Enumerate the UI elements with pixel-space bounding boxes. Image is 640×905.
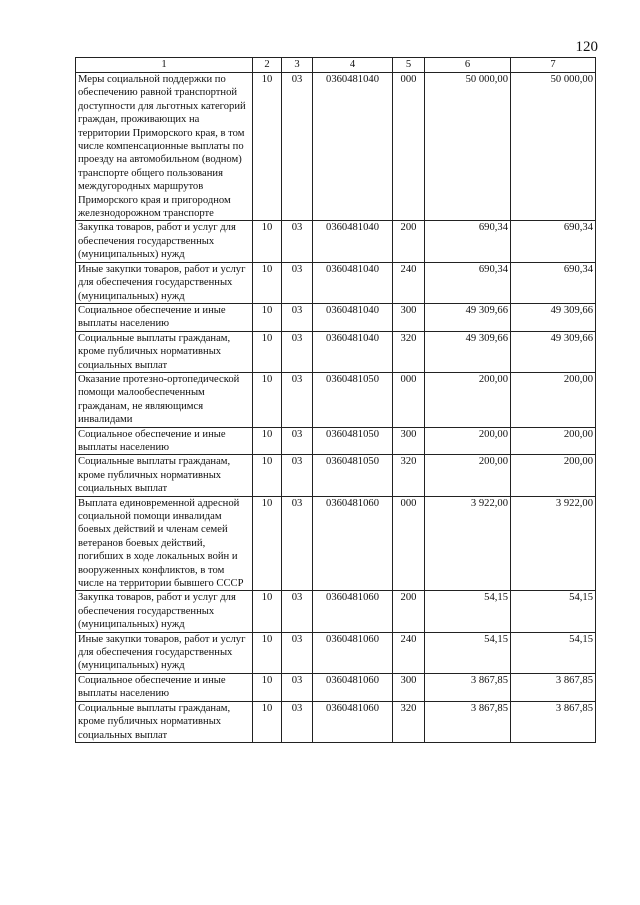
target-article-code: 0360481050	[313, 455, 393, 496]
amount-column-6: 690,34	[425, 221, 511, 262]
section-code: 10	[253, 632, 282, 673]
section-code: 10	[253, 73, 282, 221]
subsection-code: 03	[282, 701, 313, 742]
table-row	[76, 632, 596, 673]
expense-type-code: 240	[393, 262, 425, 303]
table-row	[76, 496, 596, 591]
column-header-1: 1	[76, 58, 253, 73]
table-row	[76, 303, 596, 331]
expense-type-code: 240	[393, 632, 425, 673]
expense-type-code: 000	[393, 73, 425, 221]
column-header-2: 2	[253, 58, 282, 73]
expense-type-code: 320	[393, 701, 425, 742]
expense-type-code: 320	[393, 455, 425, 496]
amount-column-7: 690,34	[511, 221, 596, 262]
row-name: Социальные выплаты гражданам, кроме публичных нормативных социальных выплат	[76, 331, 253, 372]
table-header-row	[76, 58, 596, 73]
row-name: Закупка товаров, работ и услуг для обеспечения государственных (муниципальных) нужд	[76, 591, 253, 632]
expense-type-code: 300	[393, 303, 425, 331]
row-name: Выплата единовременной адресной социальной помощи инвалидам боевых действий и членам семей ветеранов боевых действий, погибших в ходе локальных войн и вооруженных конфликтов, в том числе на территории бывшего СССР	[76, 496, 253, 591]
expense-type-code: 200	[393, 591, 425, 632]
target-article-code: 0360481060	[313, 673, 393, 701]
subsection-code: 03	[282, 372, 313, 427]
amount-column-7: 3 922,00	[511, 496, 596, 591]
table-row	[76, 591, 596, 632]
column-header-6: 6	[425, 58, 511, 73]
table-row	[76, 372, 596, 427]
section-code: 10	[253, 303, 282, 331]
column-header-5: 5	[393, 58, 425, 73]
table-row	[76, 221, 596, 262]
amount-column-7: 3 867,85	[511, 701, 596, 742]
row-name: Социальные выплаты гражданам, кроме публичных нормативных социальных выплат	[76, 701, 253, 742]
target-article-code: 0360481040	[313, 73, 393, 221]
section-code: 10	[253, 455, 282, 496]
amount-column-6: 49 309,66	[425, 303, 511, 331]
row-name: Социальное обеспечение и иные выплаты населению	[76, 303, 253, 331]
section-code: 10	[253, 673, 282, 701]
target-article-code: 0360481040	[313, 331, 393, 372]
amount-column-6: 54,15	[425, 632, 511, 673]
target-article-code: 0360481040	[313, 262, 393, 303]
amount-column-6: 690,34	[425, 262, 511, 303]
amount-column-7: 49 309,66	[511, 331, 596, 372]
expense-type-code: 000	[393, 372, 425, 427]
amount-column-6: 54,15	[425, 591, 511, 632]
expense-type-code: 320	[393, 331, 425, 372]
target-article-code: 0360481060	[313, 591, 393, 632]
subsection-code: 03	[282, 673, 313, 701]
row-name: Иные закупки товаров, работ и услуг для обеспечения государственных (муниципальных) нужд	[76, 262, 253, 303]
amount-column-7: 54,15	[511, 591, 596, 632]
subsection-code: 03	[282, 331, 313, 372]
amount-column-6: 3 867,85	[425, 673, 511, 701]
subsection-code: 03	[282, 632, 313, 673]
section-code: 10	[253, 427, 282, 455]
subsection-code: 03	[282, 427, 313, 455]
amount-column-7: 690,34	[511, 262, 596, 303]
target-article-code: 0360481050	[313, 427, 393, 455]
amount-column-7: 3 867,85	[511, 673, 596, 701]
column-header-7: 7	[511, 58, 596, 73]
amount-column-6: 200,00	[425, 427, 511, 455]
section-code: 10	[253, 591, 282, 632]
expense-type-code: 300	[393, 673, 425, 701]
target-article-code: 0360481040	[313, 221, 393, 262]
section-code: 10	[253, 496, 282, 591]
row-name: Социальное обеспечение и иные выплаты населению	[76, 427, 253, 455]
row-name: Закупка товаров, работ и услуг для обеспечения государственных (муниципальных) нужд	[76, 221, 253, 262]
subsection-code: 03	[282, 496, 313, 591]
target-article-code: 0360481060	[313, 496, 393, 591]
column-header-3: 3	[282, 58, 313, 73]
row-name: Иные закупки товаров, работ и услуг для обеспечения государственных (муниципальных) нужд	[76, 632, 253, 673]
section-code: 10	[253, 262, 282, 303]
amount-column-7: 50 000,00	[511, 73, 596, 221]
row-name: Социальные выплаты гражданам, кроме публичных нормативных социальных выплат	[76, 455, 253, 496]
subsection-code: 03	[282, 591, 313, 632]
table-row	[76, 673, 596, 701]
target-article-code: 0360481060	[313, 632, 393, 673]
table-row	[76, 455, 596, 496]
target-article-code: 0360481050	[313, 372, 393, 427]
section-code: 10	[253, 221, 282, 262]
page-number: 120	[575, 39, 598, 55]
amount-column-7: 54,15	[511, 632, 596, 673]
amount-column-7: 49 309,66	[511, 303, 596, 331]
target-article-code: 0360481040	[313, 303, 393, 331]
expense-type-code: 300	[393, 427, 425, 455]
row-name: Меры социальной поддержки по обеспечению равной транспортной доступности для льготных категорий граждан, проживающих на территории Приморского края, в том числе компенсационные выплаты по проезду на автомобильном (водном) транспорте общего пользования междугородных маршрутов Приморского края и пригородном железнодорожном транспорте	[76, 73, 253, 221]
row-name: Оказание протезно-ортопедической помощи малообеспеченным гражданам, не являющимся инвалидами	[76, 372, 253, 427]
table-row	[76, 427, 596, 455]
section-code: 10	[253, 331, 282, 372]
amount-column-6: 50 000,00	[425, 73, 511, 221]
amount-column-6: 49 309,66	[425, 331, 511, 372]
budget-table	[75, 57, 596, 743]
expense-type-code: 000	[393, 496, 425, 591]
table-row	[76, 73, 596, 221]
table-row	[76, 701, 596, 742]
amount-column-6: 3 867,85	[425, 701, 511, 742]
subsection-code: 03	[282, 303, 313, 331]
amount-column-7: 200,00	[511, 372, 596, 427]
subsection-code: 03	[282, 221, 313, 262]
column-header-4: 4	[313, 58, 393, 73]
table-row	[76, 262, 596, 303]
subsection-code: 03	[282, 262, 313, 303]
section-code: 10	[253, 372, 282, 427]
target-article-code: 0360481060	[313, 701, 393, 742]
section-code: 10	[253, 701, 282, 742]
amount-column-6: 3 922,00	[425, 496, 511, 591]
amount-column-6: 200,00	[425, 455, 511, 496]
expense-type-code: 200	[393, 221, 425, 262]
subsection-code: 03	[282, 73, 313, 221]
table-row	[76, 331, 596, 372]
subsection-code: 03	[282, 455, 313, 496]
amount-column-6: 200,00	[425, 372, 511, 427]
amount-column-7: 200,00	[511, 427, 596, 455]
amount-column-7: 200,00	[511, 455, 596, 496]
row-name: Социальное обеспечение и иные выплаты населению	[76, 673, 253, 701]
